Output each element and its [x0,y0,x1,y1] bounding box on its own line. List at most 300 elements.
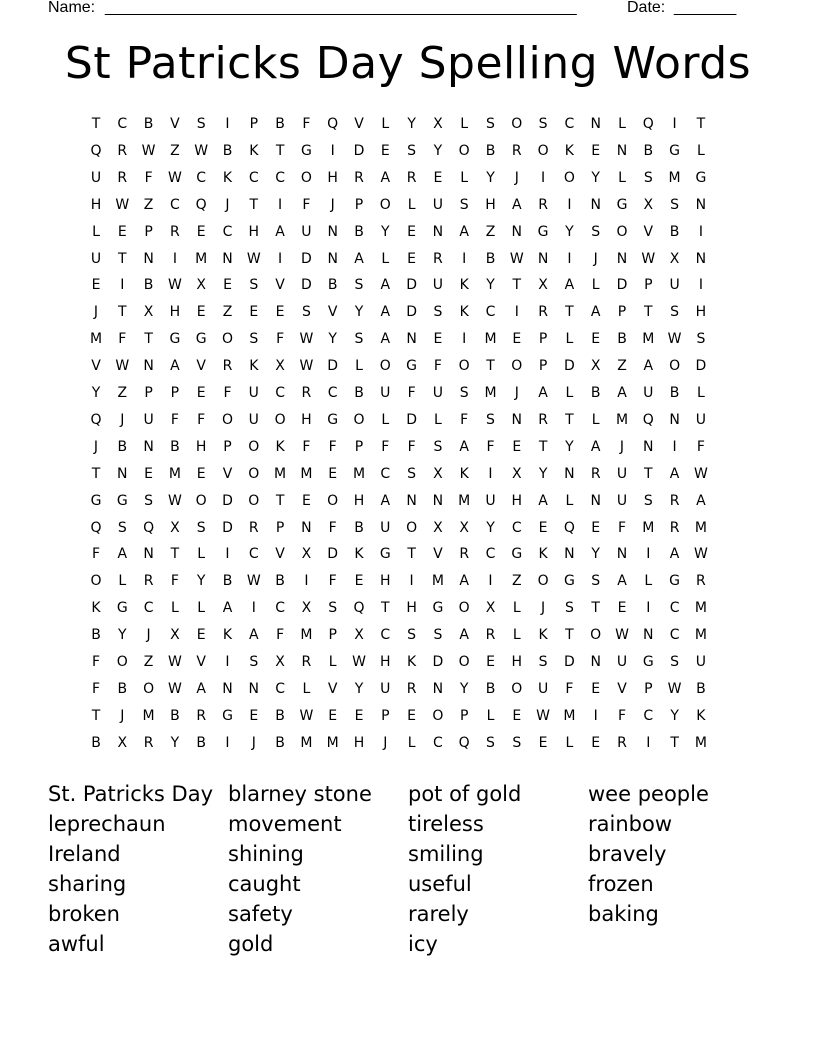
grid-letter[interactable]: M [694,519,707,536]
grid-letter[interactable]: V [170,116,180,132]
grid-letter[interactable]: J [383,734,388,751]
grid-letter[interactable]: G [563,573,575,590]
grid-letter[interactable]: E [144,465,154,482]
grid-letter[interactable]: R [301,654,312,670]
grid-letter[interactable]: A [117,546,128,563]
grid-letter[interactable]: A [538,492,548,509]
grid-letter[interactable]: N [669,411,680,428]
grid-letter[interactable]: C [380,465,391,482]
grid-letter[interactable]: W [167,492,182,509]
grid-letter[interactable]: T [170,546,180,563]
grid-letter[interactable]: O [458,654,470,670]
grid-letter[interactable]: A [380,304,391,321]
grid-letter[interactable]: R [196,707,207,724]
grid-letter[interactable]: E [433,331,443,348]
grid-letter[interactable]: I [225,546,230,563]
grid-letter[interactable]: S [643,492,653,509]
grid-letter[interactable]: I [462,331,467,348]
grid-letter[interactable]: U [485,492,496,509]
grid-letter[interactable]: A [590,304,601,321]
grid-letter[interactable]: C [248,546,259,563]
grid-letter[interactable]: F [170,573,179,590]
grid-letter[interactable]: E [328,465,338,482]
grid-letter[interactable]: Z [117,385,128,401]
grid-letter[interactable]: L [460,116,469,132]
grid-letter[interactable]: X [512,465,522,482]
grid-letter[interactable]: Y [170,734,180,751]
grid-letter[interactable]: W [693,465,708,482]
grid-letter[interactable]: R [170,223,180,240]
grid-letter[interactable]: F [617,707,627,724]
grid-letter[interactable]: T [670,734,679,751]
grid-letter[interactable]: X [459,519,469,536]
grid-letter[interactable]: M [89,331,103,348]
grid-letter[interactable]: G [511,546,523,563]
grid-letter[interactable]: V [327,304,338,321]
grid-letter[interactable]: Z [143,196,154,213]
grid-letter[interactable]: L [565,492,574,509]
grid-letter[interactable]: M [274,465,287,482]
grid-letter[interactable]: E [301,492,311,509]
grid-letter[interactable]: N [695,250,707,267]
grid-letter[interactable]: L [565,734,574,751]
grid-letter[interactable]: B [643,142,654,159]
grid-letter[interactable]: Y [486,169,495,186]
grid-letter[interactable]: E [591,734,601,751]
grid-letter[interactable]: U [537,680,549,697]
grid-letter[interactable]: A [643,358,654,375]
grid-letter[interactable]: B [143,116,154,132]
grid-letter[interactable]: D [222,519,233,536]
grid-letter[interactable]: C [143,600,154,617]
grid-letter[interactable]: U [248,411,259,428]
grid-letter[interactable]: S [328,600,338,617]
grid-letter[interactable]: B [196,734,206,751]
grid-letter[interactable]: X [433,519,443,536]
grid-letter[interactable]: P [170,385,180,401]
grid-letter[interactable]: K [91,600,101,617]
grid-letter[interactable]: A [249,627,259,644]
grid-letter[interactable]: K [249,142,259,159]
grid-letter[interactable]: S [433,438,443,455]
grid-letter[interactable]: X [643,196,654,213]
grid-letter[interactable]: T [407,546,416,563]
grid-letter[interactable]: A [617,385,627,401]
grid-letter[interactable]: E [591,519,601,536]
grid-letter[interactable]: T [591,600,600,617]
grid-letter[interactable]: X [669,250,680,267]
grid-letter[interactable]: A [275,223,285,240]
grid-letter[interactable]: B [354,385,364,401]
grid-letter[interactable]: E [617,600,627,617]
grid-letter[interactable]: N [222,680,233,697]
grid-letter[interactable]: J [251,734,256,751]
grid-letter[interactable]: T [512,277,522,294]
grid-letter[interactable]: N [511,411,523,428]
grid-letter[interactable]: A [538,385,548,401]
grid-letter[interactable]: Q [143,519,155,536]
grid-letter[interactable]: O [248,492,260,509]
grid-letter[interactable]: E [328,707,338,724]
grid-letter[interactable]: A [380,331,391,348]
grid-letter[interactable]: Q [353,600,365,617]
grid-letter[interactable]: B [117,438,128,455]
grid-letter[interactable]: U [432,196,444,213]
grid-letter[interactable]: L [618,169,626,186]
grid-letter[interactable]: G [222,707,233,724]
grid-letter[interactable]: O [300,169,312,186]
grid-letter[interactable]: G [195,331,207,348]
grid-letter[interactable]: I [120,277,125,294]
grid-letter[interactable]: Y [565,438,574,455]
grid-letter[interactable]: P [144,385,153,401]
grid-letter[interactable]: K [459,465,469,482]
grid-letter[interactable]: E [223,277,232,294]
grid-letter[interactable]: R [669,519,680,536]
grid-letter[interactable]: X [354,627,364,644]
grid-letter[interactable]: C [327,385,338,401]
grid-letter[interactable]: S [696,331,706,348]
grid-letter[interactable]: A [590,438,601,455]
grid-letter[interactable]: V [275,277,285,294]
grid-letter[interactable]: O [432,707,444,724]
grid-letter[interactable]: F [381,438,390,455]
grid-letter[interactable]: B [117,680,128,697]
grid-letter[interactable]: P [275,519,285,536]
grid-letter[interactable]: K [275,438,285,455]
grid-letter[interactable]: W [194,142,209,159]
grid-letter[interactable]: R [696,573,706,590]
grid-letter[interactable]: M [300,627,313,644]
grid-letter[interactable]: O [221,411,234,428]
grid-letter[interactable]: K [696,707,706,724]
grid-letter[interactable]: A [564,277,575,294]
grid-letter[interactable]: B [91,627,101,644]
grid-letter[interactable]: J [593,250,598,267]
grid-letter[interactable]: W [167,169,182,186]
grid-letter[interactable]: V [196,654,206,670]
grid-letter[interactable]: W [667,680,682,697]
grid-letter[interactable]: T [275,142,285,159]
grid-letter[interactable]: H [380,654,391,670]
grid-letter[interactable]: B [354,519,364,536]
grid-letter[interactable]: E [91,277,101,294]
grid-letter[interactable]: O [274,411,286,428]
grid-letter[interactable]: U [143,411,154,428]
grid-letter[interactable]: K [354,546,364,563]
grid-letter[interactable]: Q [327,116,339,132]
grid-letter[interactable]: D [222,492,233,509]
grid-letter[interactable]: M [458,492,471,509]
grid-letter[interactable]: N [248,680,260,697]
grid-letter[interactable]: C [117,116,128,132]
grid-letter[interactable]: P [644,277,653,294]
grid-letter[interactable]: N [327,250,338,267]
grid-letter[interactable]: U [643,385,654,401]
grid-letter[interactable]: X [196,277,206,294]
grid-letter[interactable]: L [512,627,521,644]
grid-letter[interactable]: F [328,519,337,536]
grid-letter[interactable]: E [512,331,522,348]
grid-letter[interactable]: L [170,600,179,617]
grid-letter[interactable]: C [564,116,575,132]
grid-letter[interactable]: L [118,573,127,590]
grid-letter[interactable]: S [354,277,364,294]
grid-letter[interactable]: I [278,196,283,213]
grid-letter[interactable]: K [459,304,469,321]
grid-letter[interactable]: R [538,411,548,428]
grid-letter[interactable]: N [432,223,444,240]
grid-letter[interactable]: L [328,654,337,670]
grid-letter[interactable]: L [618,116,626,132]
grid-letter[interactable]: J [514,385,519,401]
grid-letter[interactable]: C [196,169,207,186]
grid-letter[interactable]: S [407,465,417,482]
grid-letter[interactable]: D [695,358,707,375]
grid-letter[interactable]: B [669,223,680,240]
grid-letter[interactable]: X [433,465,443,482]
grid-letter[interactable]: M [326,734,339,751]
grid-letter[interactable]: G [432,600,444,617]
grid-letter[interactable]: H [248,223,260,240]
grid-letter[interactable]: S [249,654,259,670]
grid-letter[interactable]: G [669,142,681,159]
grid-letter[interactable]: C [669,627,680,644]
grid-letter[interactable]: S [433,627,443,644]
grid-letter[interactable]: E [433,169,443,186]
grid-letter[interactable]: F [91,654,101,670]
grid-letter[interactable]: B [170,707,180,724]
grid-letter[interactable]: E [538,519,548,536]
grid-letter[interactable]: M [195,250,208,267]
grid-letter[interactable]: O [221,331,234,348]
grid-letter[interactable]: I [225,654,230,670]
grid-letter[interactable]: Y [433,142,443,159]
grid-letter[interactable]: C [380,627,391,644]
grid-letter[interactable]: T [118,250,127,267]
grid-letter[interactable]: Q [642,116,654,132]
grid-letter[interactable]: N [537,250,549,267]
grid-letter[interactable]: N [564,546,575,563]
grid-letter[interactable]: V [275,546,285,563]
grid-letter[interactable]: R [406,169,417,186]
grid-letter[interactable]: B [275,116,285,132]
grid-letter[interactable]: X [301,546,312,563]
grid-letter[interactable]: F [565,680,574,697]
grid-letter[interactable]: F [433,358,442,375]
grid-letter[interactable]: V [433,546,443,563]
grid-letter[interactable]: B [590,385,601,401]
grid-letter[interactable]: E [512,707,522,724]
grid-letter[interactable]: L [407,196,416,213]
grid-letter[interactable]: Q [458,734,470,751]
grid-letter[interactable]: N [590,116,601,132]
grid-letter[interactable]: V [327,680,338,697]
grid-letter[interactable]: W [352,654,366,670]
grid-letter[interactable]: B [696,680,706,697]
grid-letter[interactable]: H [90,196,102,213]
grid-letter[interactable]: H [353,492,365,509]
grid-letter[interactable]: I [488,573,493,590]
grid-letter[interactable]: N [590,492,601,509]
grid-letter[interactable]: F [302,116,311,132]
grid-letter[interactable]: P [354,196,364,213]
grid-letter[interactable]: K [222,169,233,186]
grid-letter[interactable]: F [407,385,416,401]
grid-letter[interactable]: A [459,438,469,455]
grid-letter[interactable]: Q [195,196,207,213]
grid-letter[interactable]: F [170,411,179,428]
grid-letter[interactable]: E [196,465,206,482]
grid-letter[interactable]: S [564,600,574,617]
grid-letter[interactable]: F [328,438,337,455]
grid-letter[interactable]: S [249,331,259,348]
grid-letter[interactable]: S [459,196,469,213]
grid-letter[interactable]: V [196,358,206,375]
grid-letter[interactable]: H [695,304,707,321]
grid-letter[interactable]: O [590,627,602,644]
grid-letter[interactable]: I [672,438,677,455]
grid-letter[interactable]: Y [354,680,364,697]
grid-letter[interactable]: E [538,734,548,751]
grid-letter[interactable]: L [355,358,363,375]
grid-letter[interactable]: J [225,196,230,213]
grid-letter[interactable]: E [407,223,417,240]
grid-letter[interactable]: C [275,169,285,186]
grid-letter[interactable]: L [381,411,390,428]
grid-letter[interactable]: S [538,654,548,670]
grid-letter[interactable]: D [301,277,312,294]
grid-letter[interactable]: Q [90,142,102,159]
grid-letter[interactable]: S [512,734,522,751]
grid-letter[interactable]: G [90,492,102,509]
grid-letter[interactable]: G [669,573,681,590]
grid-letter[interactable]: I [698,223,703,240]
grid-letter[interactable]: L [486,707,495,724]
grid-letter[interactable]: S [354,331,364,348]
grid-letter[interactable]: D [406,411,417,428]
grid-letter[interactable]: L [381,250,390,267]
grid-letter[interactable]: C [275,385,285,401]
grid-letter[interactable]: O [90,573,102,590]
grid-letter[interactable]: N [432,680,444,697]
grid-letter[interactable]: B [485,680,496,697]
grid-letter[interactable]: F [118,331,127,348]
grid-letter[interactable]: C [485,546,496,563]
grid-letter[interactable]: U [380,385,391,401]
grid-letter[interactable]: N [301,519,312,536]
grid-letter[interactable]: Z [485,223,496,240]
grid-letter[interactable]: O [511,680,523,697]
grid-letter[interactable]: G [116,492,128,509]
grid-letter[interactable]: H [301,411,312,428]
grid-letter[interactable]: B [143,277,154,294]
grid-letter[interactable]: M [615,411,629,428]
grid-letter[interactable]: A [459,573,469,590]
grid-letter[interactable]: E [512,438,522,455]
grid-letter[interactable]: Q [563,519,575,536]
grid-letter[interactable]: E [591,680,601,697]
grid-letter[interactable]: D [406,304,417,321]
grid-letter[interactable]: F [223,385,232,401]
grid-letter[interactable]: E [380,142,390,159]
grid-letter[interactable]: C [275,600,285,617]
grid-letter[interactable]: F [276,331,285,348]
grid-letter[interactable]: W [667,331,682,348]
grid-letter[interactable]: T [381,600,390,617]
grid-letter[interactable]: J [93,438,99,455]
grid-letter[interactable]: L [565,331,574,348]
grid-letter[interactable]: E [196,223,206,240]
grid-letter[interactable]: M [352,465,366,482]
grid-letter[interactable]: U [380,519,391,536]
grid-letter[interactable]: L [591,411,600,428]
grid-letter[interactable]: I [330,142,335,159]
grid-letter[interactable]: O [537,573,549,590]
grid-letter[interactable]: J [146,627,151,644]
grid-letter[interactable]: R [117,169,128,186]
grid-letter[interactable]: E [275,304,285,321]
grid-letter[interactable]: X [170,627,180,644]
grid-letter[interactable]: E [407,707,417,724]
grid-letter[interactable]: P [459,707,469,724]
grid-letter[interactable]: F [617,519,627,536]
grid-letter[interactable]: C [433,734,443,751]
grid-letter[interactable]: R [301,385,312,401]
grid-letter[interactable]: S [407,627,417,644]
grid-letter[interactable]: F [328,573,337,590]
grid-letter[interactable]: W [693,546,708,563]
grid-letter[interactable]: P [644,680,653,697]
grid-letter[interactable]: M [694,627,707,644]
grid-letter[interactable]: R [354,169,364,186]
grid-letter[interactable]: M [694,734,707,751]
grid-letter[interactable]: N [117,465,128,482]
grid-letter[interactable]: F [197,411,206,428]
grid-letter[interactable]: X [275,654,285,670]
grid-letter[interactable]: B [222,142,233,159]
grid-letter[interactable]: B [275,734,285,751]
grid-letter[interactable]: B [617,331,627,348]
grid-letter[interactable]: F [276,627,285,644]
grid-letter[interactable]: X [538,277,548,294]
grid-letter[interactable]: G [406,358,418,375]
grid-letter[interactable]: P [144,223,153,240]
grid-letter[interactable]: S [459,385,469,401]
grid-letter[interactable]: N [222,250,233,267]
grid-letter[interactable]: S [591,223,601,240]
grid-letter[interactable]: T [275,492,285,509]
grid-letter[interactable]: B [485,250,496,267]
grid-letter[interactable]: D [432,654,444,670]
grid-letter[interactable]: E [407,250,417,267]
grid-letter[interactable]: Y [538,465,548,482]
grid-letter[interactable]: R [669,492,680,509]
grid-letter[interactable]: T [144,331,153,348]
grid-letter[interactable]: O [353,411,365,428]
grid-letter[interactable]: W [299,358,314,375]
grid-letter[interactable]: B [354,223,364,240]
grid-letter[interactable]: W [246,250,261,267]
grid-letter[interactable]: Y [591,546,600,563]
grid-letter[interactable]: X [485,600,496,617]
grid-letter[interactable]: J [514,169,519,186]
grid-letter[interactable]: N [590,654,601,670]
grid-letter[interactable]: O [379,196,391,213]
grid-letter[interactable]: L [512,600,521,617]
grid-letter[interactable]: G [616,196,628,213]
grid-letter[interactable]: U [695,411,707,428]
